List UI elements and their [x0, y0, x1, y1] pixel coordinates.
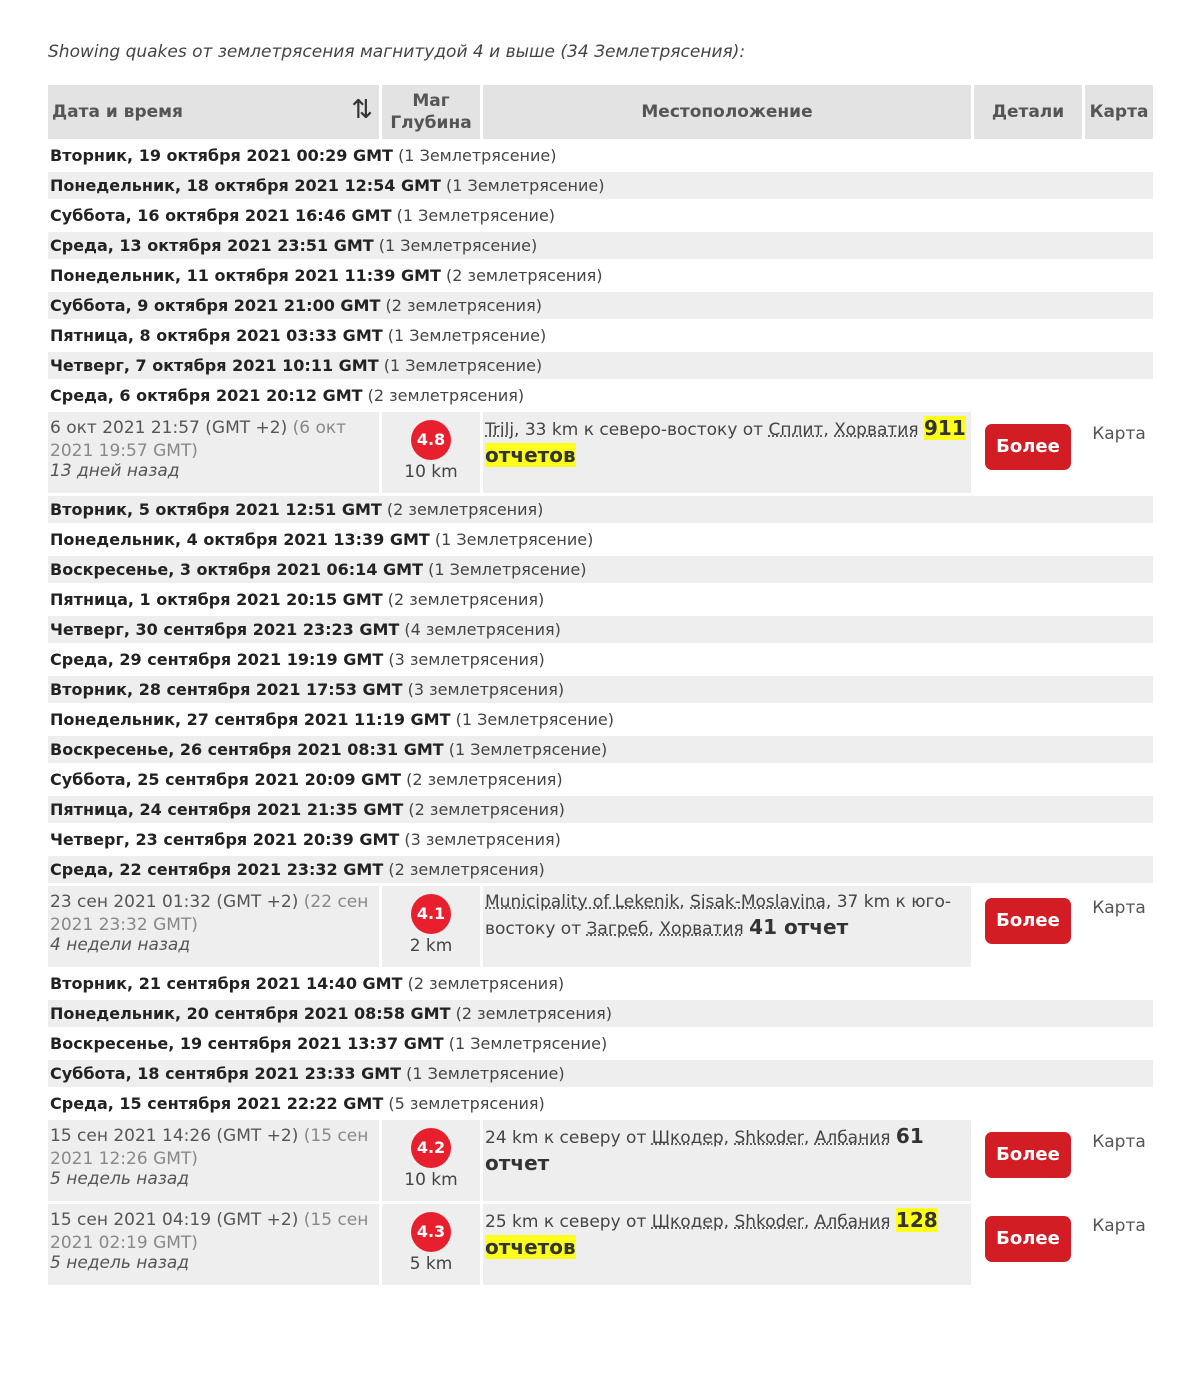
day-group-cell[interactable] [48, 616, 1153, 643]
day-group-row[interactable] [48, 382, 1153, 409]
day-date[interactable]: Суббота, 25 сентября 2021 20:09 GMT [50, 770, 402, 789]
location-text: 25 km к северу от [485, 1212, 652, 1232]
day-group-cell[interactable] [48, 706, 1153, 733]
day-group-row[interactable] [48, 262, 1153, 289]
utc-time: (15 сен 2021 02:19 GMT) [50, 1210, 369, 1253]
depth-value: 2 km [409, 936, 453, 956]
day-group-cell[interactable] [48, 232, 1153, 259]
location-link[interactable]: Албания [814, 1212, 891, 1232]
location-link[interactable]: Шкодер [651, 1212, 724, 1232]
day-date[interactable]: Среда, 22 сентября 2021 23:32 GMT [50, 860, 384, 879]
day-date[interactable]: Понедельник, 18 октября 2021 12:54 GMT [50, 176, 441, 195]
quake-time-cell [48, 1120, 379, 1201]
day-quake-count: (2 землетрясения) [446, 266, 603, 285]
day-group-cell[interactable] [48, 202, 1153, 229]
day-group-cell[interactable] [48, 1090, 1153, 1117]
local-time: 6 окт 2021 21:57 (GMT +2) [50, 418, 288, 438]
quake-details-cell [974, 412, 1082, 493]
day-quake-count: (1 Землетрясение) [406, 1064, 565, 1083]
quake-row [48, 1204, 1153, 1285]
day-date[interactable]: Понедельник, 20 сентября 2021 08:58 GMT [50, 1004, 451, 1023]
day-date[interactable]: Четверг, 30 сентября 2021 23:23 GMT [50, 620, 400, 639]
day-group-cell[interactable] [48, 676, 1153, 703]
location-text: , [823, 420, 835, 440]
location-link[interactable]: Sisak-Moslavina [690, 892, 826, 912]
location-text: , 33 km к северо-востоку от [514, 420, 769, 440]
day-group-cell[interactable] [48, 352, 1153, 379]
day-group-row[interactable] [48, 496, 1153, 523]
day-date[interactable]: Суббота, 16 октября 2021 16:46 GMT [50, 206, 392, 225]
quake-location-cell [483, 412, 971, 493]
location-link[interactable]: Загреб [586, 919, 649, 939]
day-group-cell[interactable] [48, 526, 1153, 553]
map-link[interactable]: Карта [1092, 1216, 1146, 1236]
header-mag-label: Маг [412, 91, 450, 111]
quake-mag-cell [382, 1204, 480, 1285]
day-group-row[interactable] [48, 616, 1153, 643]
day-group-cell[interactable] [48, 736, 1153, 763]
day-group-row[interactable] [48, 232, 1153, 259]
day-date[interactable]: Понедельник, 27 сентября 2021 11:19 GMT [50, 710, 451, 729]
location-link[interactable]: Сплит [768, 420, 824, 440]
day-group-cell[interactable] [48, 496, 1153, 523]
day-group-row[interactable] [48, 556, 1153, 583]
map-link[interactable]: Карта [1092, 898, 1146, 918]
magnitude-badge: 4.3 [411, 1212, 451, 1252]
day-quake-count: (1 Землетрясение) [446, 176, 605, 195]
day-quake-count: (1 Землетрясение) [383, 356, 543, 375]
location-text: , [648, 919, 660, 939]
day-group-row[interactable] [48, 1030, 1153, 1057]
time-ago: 4 недели назад [50, 935, 191, 955]
utc-time: (6 окт 2021 19:57 GMT) [50, 418, 347, 461]
depth-value: 10 km [404, 462, 458, 482]
day-quake-count: (1 Землетрясение) [387, 326, 547, 345]
day-group-row[interactable] [48, 676, 1153, 703]
quake-details-cell [974, 1120, 1082, 1201]
quake-details-cell [974, 1204, 1082, 1285]
day-group-row[interactable] [48, 1090, 1153, 1117]
day-group-row[interactable] [48, 766, 1153, 793]
day-quake-count: (2 землетрясения) [387, 590, 545, 609]
reports-count[interactable]: 41 отчет [749, 915, 849, 939]
quake-table [45, 82, 1156, 1288]
day-date[interactable]: Понедельник, 4 октября 2021 13:39 GMT [50, 530, 430, 549]
map-link[interactable]: Карта [1092, 1132, 1146, 1152]
time-ago: 5 недель назад [50, 1169, 190, 1189]
day-quake-count: (1 Землетрясение) [448, 1034, 608, 1053]
day-group-cell[interactable] [48, 262, 1153, 289]
day-quake-count: (5 землетрясения) [388, 1094, 545, 1113]
location-text: 24 km к северу от [485, 1128, 652, 1148]
day-group-row[interactable] [48, 352, 1153, 379]
map-link[interactable]: Карта [1092, 424, 1146, 444]
day-quake-count: (4 землетрясения) [404, 620, 561, 639]
day-group-cell[interactable] [48, 172, 1153, 199]
utc-time: (22 сен 2021 23:32 GMT) [50, 892, 369, 935]
day-group-row[interactable] [48, 970, 1153, 997]
quake-time-cell [48, 412, 379, 493]
day-date[interactable]: Четверг, 23 сентября 2021 20:39 GMT [50, 830, 400, 849]
day-group-cell[interactable] [48, 1060, 1153, 1087]
day-quake-count: (3 землетрясения) [404, 830, 561, 849]
reports-count[interactable]: 128 отчетов [485, 1208, 938, 1259]
quake-time-cell [48, 1204, 379, 1285]
magnitude-badge: 4.1 [411, 894, 451, 934]
day-quake-count: (1 Землетрясение) [396, 206, 556, 225]
day-date[interactable]: Четверг, 7 октября 2021 10:11 GMT [50, 356, 379, 375]
quake-row [48, 1120, 1153, 1201]
day-group-cell[interactable] [48, 292, 1153, 319]
more-button[interactable]: Более [985, 1132, 1071, 1178]
location-link[interactable]: Shkoder [734, 1128, 804, 1148]
day-quake-count: (1 Землетрясение) [398, 146, 557, 165]
day-group-cell[interactable] [48, 646, 1153, 673]
location-text: , [679, 892, 691, 912]
day-group-cell[interactable] [48, 856, 1153, 883]
day-date[interactable]: Суббота, 18 сентября 2021 23:33 GMT [50, 1064, 402, 1083]
day-date[interactable]: Воскресенье, 19 сентября 2021 13:37 GMT [50, 1034, 444, 1053]
day-date[interactable]: Вторник, 19 октября 2021 00:29 GMT [50, 146, 393, 165]
day-group-cell[interactable] [48, 322, 1153, 349]
location-link[interactable]: Shkoder [734, 1212, 804, 1232]
day-group-row[interactable] [48, 292, 1153, 319]
day-quake-count: (2 землетрясения) [407, 974, 565, 993]
day-group-row[interactable] [48, 736, 1153, 763]
day-date[interactable]: Воскресенье, 3 октября 2021 06:14 GMT [50, 560, 423, 579]
quake-location-cell [483, 1120, 971, 1201]
day-group-row[interactable] [48, 172, 1153, 199]
day-group-row[interactable] [48, 856, 1153, 883]
local-time: 23 сен 2021 01:32 (GMT +2) [50, 892, 299, 912]
header-location: Местоположение [483, 85, 971, 139]
more-button[interactable]: Более [985, 1216, 1071, 1262]
day-date[interactable]: Среда, 15 сентября 2021 22:22 GMT [50, 1094, 384, 1113]
day-group-cell[interactable] [48, 142, 1153, 169]
day-group-row[interactable] [48, 1060, 1153, 1087]
location-text: , [803, 1128, 815, 1148]
day-date[interactable]: Пятница, 1 октября 2021 20:15 GMT [50, 590, 383, 609]
day-quake-count: (3 землетрясения) [388, 650, 545, 669]
day-date[interactable]: Суббота, 9 октября 2021 21:00 GMT [50, 296, 381, 315]
day-quake-count: (2 землетрясения) [455, 1004, 613, 1023]
utc-time: (15 сен 2021 12:26 GMT) [50, 1126, 369, 1169]
location-link[interactable]: Trilj [485, 420, 515, 440]
location-text: , 37 km к юго-востоку от [485, 892, 951, 939]
day-group-row[interactable] [48, 826, 1153, 853]
day-group-row[interactable] [48, 796, 1153, 823]
day-quake-count: (2 землетрясения) [367, 386, 525, 405]
time-ago: 5 недель назад [50, 1253, 190, 1273]
day-quake-count: (1 Землетрясение) [448, 740, 608, 759]
header-depth-label: Глубина [390, 113, 472, 133]
sort-arrows-icon[interactable]: ⇅ [351, 95, 373, 125]
quake-time-cell [48, 886, 379, 967]
day-quake-count: (2 землетрясения) [406, 770, 563, 789]
day-date[interactable]: Понедельник, 11 октября 2021 11:39 GMT [50, 266, 441, 285]
day-quake-count: (2 землетрясения) [408, 800, 565, 819]
day-quake-count: (2 землетрясения) [386, 500, 544, 519]
day-group-row[interactable] [48, 1000, 1153, 1027]
day-group-row[interactable] [48, 646, 1153, 673]
location-link[interactable]: Хорватия [834, 420, 919, 440]
reports-count[interactable]: 61 отчет [485, 1124, 924, 1175]
day-date[interactable]: Среда, 29 сентября 2021 19:19 GMT [50, 650, 384, 669]
day-quake-count: (2 землетрясения) [385, 296, 542, 315]
day-quake-count: (2 землетрясения) [388, 860, 545, 879]
quake-location-cell [483, 886, 971, 967]
quake-row [48, 886, 1153, 967]
reports-count[interactable]: 911 отчетов [485, 416, 966, 467]
day-group-cell[interactable] [48, 556, 1153, 583]
day-group-cell[interactable] [48, 766, 1153, 793]
day-group-cell[interactable] [48, 586, 1153, 613]
magnitude-badge: 4.2 [411, 1128, 451, 1168]
more-button[interactable]: Более [985, 424, 1071, 470]
depth-value: 5 km [409, 1254, 453, 1274]
table-header-row [48, 85, 1153, 139]
day-date[interactable]: Вторник, 28 сентября 2021 17:53 GMT [50, 680, 403, 699]
quake-location-cell [483, 1204, 971, 1285]
results-caption: Showing quakes от землетрясения магнитудой 4 и выше (34 Землетрясения): [48, 42, 746, 62]
header-details: Детали [974, 85, 1082, 139]
day-date[interactable]: Пятница, 24 сентября 2021 21:35 GMT [50, 800, 404, 819]
location-link[interactable]: Албания [814, 1128, 891, 1148]
quake-mag-cell [382, 886, 480, 967]
day-group-cell[interactable] [48, 796, 1153, 823]
quake-map-cell [1085, 412, 1153, 493]
depth-value: 10 km [404, 1170, 458, 1190]
header-date-label: Дата и время [52, 102, 183, 122]
day-group-cell[interactable] [48, 826, 1153, 853]
day-group-cell[interactable] [48, 970, 1153, 997]
quake-table-body [48, 142, 1153, 1285]
quake-map-cell [1085, 1204, 1153, 1285]
day-quake-count: (3 землетрясения) [407, 680, 565, 699]
location-text: , [803, 1212, 815, 1232]
magnitude-badge: 4.8 [411, 420, 451, 460]
header-map: Карта [1085, 85, 1153, 139]
header-date[interactable] [48, 85, 379, 139]
day-group-row[interactable] [48, 322, 1153, 349]
more-button[interactable]: Более [985, 898, 1071, 944]
day-group-cell[interactable] [48, 1030, 1153, 1057]
day-date[interactable]: Воскресенье, 26 сентября 2021 08:31 GMT [50, 740, 444, 759]
location-link[interactable]: Шкодер [651, 1128, 724, 1148]
day-date[interactable]: Пятница, 8 октября 2021 03:33 GMT [50, 326, 383, 345]
quake-mag-cell [382, 412, 480, 493]
header-mag-depth [382, 85, 480, 139]
day-group-row[interactable] [48, 706, 1153, 733]
day-quake-count: (1 Землетрясение) [428, 560, 587, 579]
quake-details-cell [974, 886, 1082, 967]
day-group-row[interactable] [48, 586, 1153, 613]
quake-map-cell [1085, 886, 1153, 967]
day-date[interactable]: Вторник, 21 сентября 2021 14:40 GMT [50, 974, 403, 993]
day-date[interactable]: Среда, 6 октября 2021 20:12 GMT [50, 386, 363, 405]
quake-mag-cell [382, 1120, 480, 1201]
day-date[interactable]: Вторник, 5 октября 2021 12:51 GMT [50, 500, 382, 519]
day-group-cell[interactable] [48, 382, 1153, 409]
day-quake-count: (1 Землетрясение) [434, 530, 594, 549]
local-time: 15 сен 2021 04:19 (GMT +2) [50, 1210, 299, 1230]
location-text: , [723, 1128, 735, 1148]
day-date[interactable]: Среда, 13 октября 2021 23:51 GMT [50, 236, 374, 255]
day-quake-count: (1 Землетрясение) [378, 236, 538, 255]
day-group-row[interactable] [48, 142, 1153, 169]
local-time: 15 сен 2021 14:26 (GMT +2) [50, 1126, 299, 1146]
day-group-row[interactable] [48, 202, 1153, 229]
time-ago: 13 дней назад [50, 461, 180, 481]
quake-row [48, 412, 1153, 493]
location-link[interactable]: Хорватия [659, 919, 744, 939]
day-group-row[interactable] [48, 526, 1153, 553]
quake-map-cell [1085, 1120, 1153, 1201]
day-quake-count: (1 Землетрясение) [455, 710, 615, 729]
location-link[interactable]: Municipality of Lekenik [485, 892, 680, 912]
day-group-cell[interactable] [48, 1000, 1153, 1027]
location-text: , [723, 1212, 735, 1232]
